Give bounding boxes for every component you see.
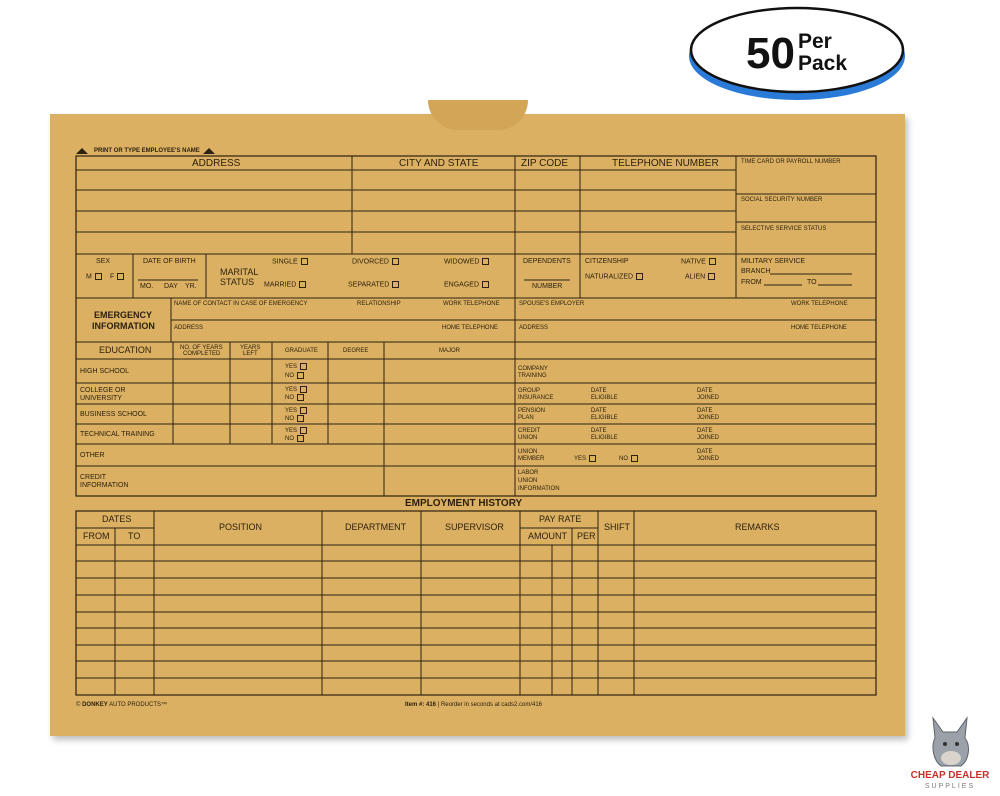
cheap-dealer-supplies-logo	[905, 712, 995, 796]
high-school-label: HIGH SCHOOL	[80, 368, 130, 375]
dob-label: DATE OF BIRTH	[143, 258, 196, 265]
credit-info-label-2: INFORMATION	[80, 482, 129, 489]
group-insurance-label-2: INSURANCE	[518, 395, 554, 401]
employee-record-envelope	[50, 114, 905, 736]
technical-yes[interactable]: YES	[285, 427, 307, 434]
time-card-label: TIME CARD OR PAYROLL NUMBER	[741, 159, 841, 165]
separated-option[interactable]: SEPARATED	[348, 281, 399, 288]
badge-pack: Pack	[798, 52, 848, 75]
years-completed-label-2: COMPLETED	[183, 351, 221, 357]
telephone-header: TELEPHONE NUMBER	[612, 158, 719, 169]
credit-joined-label: JOINED	[697, 435, 720, 441]
group-insurance-label-1: GROUP	[518, 388, 541, 394]
shift-header: SHIFT	[604, 522, 630, 532]
native-option[interactable]: NATIVE	[681, 258, 716, 265]
print-name-label: PRINT OR TYPE EMPLOYEE'S NAME	[94, 148, 200, 154]
labor-union-label-2: UNION	[518, 478, 538, 484]
emergency-home-tel-label: HOME TELEPHONE	[442, 325, 498, 331]
dob-day-label: DAY	[164, 283, 178, 290]
naturalized-option[interactable]: NATURALIZED	[585, 273, 643, 280]
emergency-contact-label: NAME OF CONTACT IN CASE OF EMERGENCY	[174, 301, 308, 307]
company-training-label-1: COMPANY	[518, 366, 548, 372]
alien-option[interactable]: ALIEN	[685, 273, 715, 280]
engaged-option[interactable]: ENGAGED	[444, 281, 489, 288]
years-completed-label-1: NO. OF YEARS	[180, 345, 223, 351]
remarks-header: REMARKS	[735, 522, 780, 532]
degree-label: DEGREE	[343, 348, 369, 354]
company-training-label-2: TRAINING	[518, 373, 547, 379]
group-joined-label: JOINED	[697, 395, 720, 401]
years-left-label-1: YEARS	[240, 345, 261, 351]
pension-plan-label-2: PLAN	[518, 415, 534, 421]
credit-date-joined-label: DATE	[697, 428, 713, 434]
relationship-label: RELATIONSHIP	[357, 301, 401, 307]
sex-option-m[interactable]: M	[86, 273, 102, 280]
emergency-title: EMERGENCY	[94, 310, 153, 320]
military-to-label: TO	[807, 279, 817, 286]
employment-history-title: EMPLOYMENT HISTORY	[405, 498, 523, 509]
emergency-work-tel-label: WORK TELEPHONE	[443, 301, 500, 307]
envelope-thumb-notch	[428, 100, 528, 130]
union-date-label: DATE	[697, 449, 713, 455]
item-footer: Item #: 416 | Reorder in seconds at cads2.com/416	[405, 702, 542, 708]
pension-plan-label-1: PENSION	[518, 408, 546, 414]
badge-per: Per	[798, 30, 832, 53]
sex-label: SEX	[96, 258, 111, 265]
widowed-option[interactable]: WIDOWED	[444, 258, 489, 265]
spouse-home-tel-label: HOME TELEPHONE	[791, 325, 847, 331]
pension-date-label: DATE	[591, 408, 607, 414]
college-no[interactable]: NO	[285, 394, 304, 401]
technical-no[interactable]: NO	[285, 435, 304, 442]
branch-label: BRANCH	[741, 268, 771, 275]
marital-label: MARITAL	[220, 267, 259, 277]
sex-option-f[interactable]: F	[110, 273, 124, 280]
education-title: EDUCATION	[99, 345, 152, 355]
other-label: OTHER	[80, 452, 105, 459]
business-school-label: BUSINESS SCHOOL	[80, 411, 147, 418]
dependents-number-label: NUMBER	[532, 283, 563, 290]
dob-month-label: MO.	[140, 283, 154, 290]
union-member-label-2: MEMBER	[518, 456, 545, 462]
spouse-work-tel-label: WORK TELEPHONE	[791, 301, 848, 307]
status-label: STATUS	[220, 277, 255, 287]
high-school-no[interactable]: NO	[285, 372, 304, 379]
amount-header: AMOUNT	[528, 531, 567, 541]
group-date-label: DATE	[591, 388, 607, 394]
per-header: PER	[577, 531, 596, 541]
credit-date-label: DATE	[591, 428, 607, 434]
business-yes[interactable]: YES	[285, 407, 307, 414]
union-member-label-1: UNION	[518, 449, 538, 455]
dob-year-label: YR.	[185, 283, 197, 290]
to-header: TO	[128, 531, 141, 541]
pension-date-joined-label: DATE	[697, 408, 713, 414]
pay-rate-header: PAY RATE	[539, 514, 582, 524]
credit-info-label-1: CREDIT	[80, 474, 107, 481]
married-option[interactable]: MARRIED	[264, 281, 306, 288]
spouse-address-label: ADDRESS	[519, 325, 549, 331]
labor-union-label-3: INFORMATION	[518, 486, 560, 492]
per-pack-badge	[686, 4, 908, 102]
information-title: INFORMATION	[92, 321, 155, 331]
major-label: MAJOR	[439, 348, 460, 354]
college-yes[interactable]: YES	[285, 386, 307, 393]
labor-union-label-1: LABOR	[518, 470, 539, 476]
union-joined-label: JOINED	[697, 456, 720, 462]
union-no[interactable]: NO	[619, 455, 638, 462]
logo-tagline: SUPPLIES	[924, 783, 976, 790]
college-label-2: UNIVERSITY	[80, 395, 123, 402]
zip-header: ZIP CODE	[521, 158, 569, 169]
high-school-yes[interactable]: YES	[285, 363, 307, 370]
dependents-label: DEPENDENTS	[523, 258, 571, 265]
dates-header: DATES	[102, 514, 132, 524]
emergency-address-label: ADDRESS	[174, 325, 204, 331]
badge-count: 50	[746, 29, 795, 78]
group-eligible-label: ELIGIBLE	[591, 395, 618, 401]
technical-training-label: TECHNICAL TRAINING	[80, 431, 155, 438]
department-header: DEPARTMENT	[345, 522, 407, 532]
single-option[interactable]: SINGLE	[272, 258, 308, 265]
selective-service-label: SELECTIVE SERVICE STATUS	[741, 226, 827, 232]
business-no[interactable]: NO	[285, 415, 304, 422]
pension-eligible-label: ELIGIBLE	[591, 415, 618, 421]
supervisor-header: SUPERVISOR	[445, 522, 504, 532]
ssn-label: SOCIAL SECURITY NUMBER	[741, 197, 823, 203]
credit-union-label-1: CREDIT	[518, 428, 541, 434]
military-label: MILITARY SERVICE	[741, 258, 806, 265]
pension-joined-label: JOINED	[697, 415, 720, 421]
group-date-joined-label: DATE	[697, 388, 713, 394]
years-left-label-2: LEFT	[243, 351, 258, 357]
credit-eligible-label: ELIGIBLE	[591, 435, 618, 441]
citizenship-label: CITIZENSHIP	[585, 258, 629, 265]
address-header: ADDRESS	[192, 158, 241, 169]
college-label-1: COLLEGE OR	[80, 387, 126, 394]
from-header: FROM	[83, 531, 110, 541]
credit-union-label-2: UNION	[518, 435, 538, 441]
divorced-option[interactable]: DIVORCED	[352, 258, 399, 265]
city-state-header: CITY AND STATE	[399, 158, 479, 169]
military-from-label: FROM	[741, 279, 762, 286]
union-yes[interactable]: YES	[574, 455, 596, 462]
graduate-label: GRADUATE	[285, 348, 318, 354]
position-header: POSITION	[219, 522, 263, 532]
spouse-employer-label: SPOUSE'S EMPLOYER	[519, 301, 585, 307]
brand-footer: © DONKEY AUTO PRODUCTS™	[76, 702, 168, 708]
logo-name: CHEAP DEALER	[910, 770, 990, 781]
